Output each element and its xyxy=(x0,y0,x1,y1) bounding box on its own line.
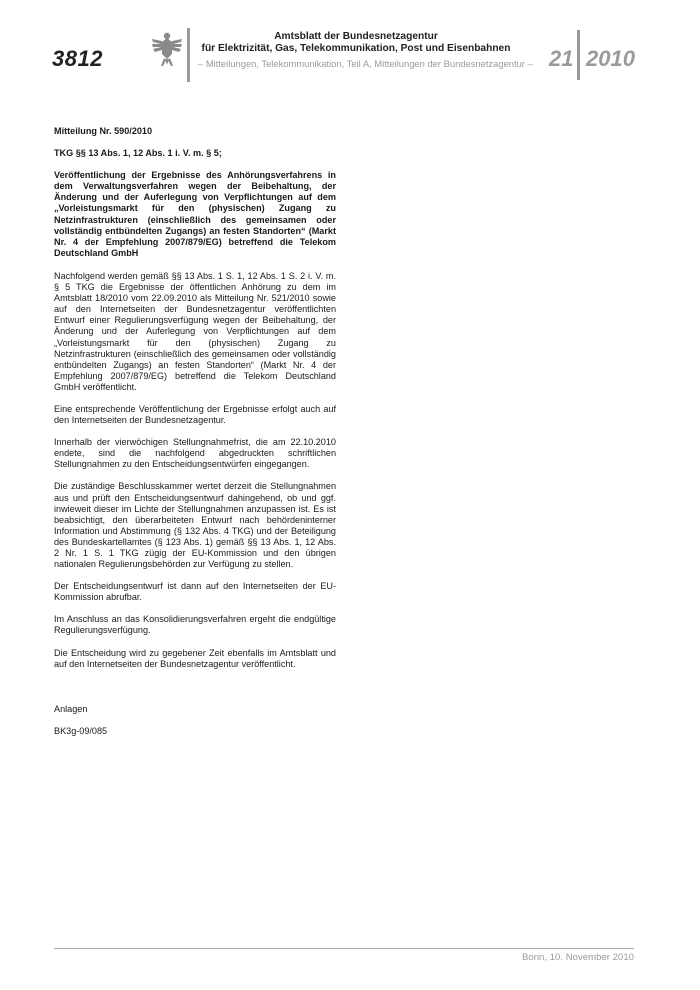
paragraph-1: Nachfolgend werden gemäß §§ 13 Abs. 1 S. 1, 12 Abs. 1 S. 2 i. V. m. § 5 TKG die Ergebnisse der öffentlichen Anhörung zu dem im Amtsblatt 18/2010 vom 22.09.2010 als Mitteilung Nr. 521/2010 sowie auf den Internetseiten der Bundesnetzagentur veröffentlichten Entwurf einer Regulierungsverfügung wegen der Beibehaltung, der Änderung und der Auferlegung von Verpflichtungen auf dem „Vorleistungsmarkt für den (physischen) Zugang zu Netzinfrastrukturen (einschließlich des gemeinsamen oder vollständig entbündelten Zugangs) an festen Standorten“ (Markt Nr. 4 der Empfehlung 2007/879/EG) betreffend die Telekom Deutschland GmbH veröffentlicht. xyxy=(54,270,336,392)
issue-divider xyxy=(577,30,580,80)
federal-eagle-icon xyxy=(150,30,184,68)
paragraph-2: Eine entsprechende Veröffentlichung der Ergebnisse erfolgt auch auf den Internetseiten der Bundesnetzagentur. xyxy=(54,403,336,426)
attachments-label: Anlagen xyxy=(54,703,88,714)
file-reference: BK3g-09/085 xyxy=(54,725,108,736)
legal-basis: TKG §§ 13 Abs. 1, 12 Abs. 1 i. V. m. § 5; xyxy=(54,148,222,159)
notice-body xyxy=(54,126,336,748)
footer-divider xyxy=(54,948,634,949)
paragraph-5: Der Entscheidungsentwurf ist dann auf den Internetseiten der EU-Kommission abrufbar. xyxy=(54,581,336,603)
page-number: 3812 xyxy=(52,46,103,71)
gazette-title-line2: für Elektrizität, Gas, Telekommunikation, Post und Eisenbahnen xyxy=(201,43,511,54)
notice-title: Veröffentlichung der Ergebnisse des Anhörungsverfahrens in dem Verwaltungsverfahren wegen der Beibehaltung, der Änderung und der Auferlegung von Verpflichtungen auf dem „Vorleistungsmarkt für den (physischen) Zugang zu Netzinfrastrukturen (einschließlich des gemeinsamen oder vollständig entbündelten Zugangs) an festen Standorten“ (Markt Nr. 4 der Empfehlung 2007/879/EG) betreffend die Telekom Deutschland GmbH xyxy=(54,170,336,258)
gazette-title xyxy=(200,31,512,55)
notice-number: Mitteilung Nr. 590/2010 xyxy=(54,126,153,136)
footer-place-date: Bonn, 10. November 2010 xyxy=(521,952,634,963)
issue-year: 2010 xyxy=(586,46,635,71)
issue-number: 21 xyxy=(549,46,574,71)
gazette-subtitle: – Mitteilungen, Telekommunikation, Teil A, Mitteilungen der Bundesnetzagentur – xyxy=(198,58,533,69)
paragraph-7: Die Entscheidung wird zu gegebener Zeit ebenfalls im Amtsblatt und auf den Internetseiten der Bundesnetzagentur veröffentlicht. xyxy=(54,647,336,669)
paragraph-4: Die zuständige Beschlusskammer wertet derzeit die Stellungnahmen aus und prüft den Entscheidungsentwurf dahingehend, ob und ggf. inwieweit dieser im Lichte der Stellungnahmen anzupassen ist. Es ist beabsichtigt, den überarbeiteten Entwurf nach behördeninterner Information und Abstimmung (§ 132 Abs. 4 TKG) und der Beteiligung des Bundeskartellamtes (§ 123 Abs. 1) gemäß §§ 13 Abs. 1, 12 Abs. 2 Nr. 1 S. 1 TKG zügig der EU-Kommission und den übrigen nationalen Regulierungsbehörden zur Verfügung zu stellen. xyxy=(54,481,336,570)
paragraph-3: Innerhalb der vierwöchigen Stellungnahmefrist, die am 22.10.2010 endete, sind die nachfolgend abgedruckten schriftlichen Stellungnahmen zu den Entscheidungsentwürfen eingegangen. xyxy=(54,437,336,470)
gazette-title-line1: Amtsblatt der Bundesnetzagentur xyxy=(274,31,438,42)
header-divider xyxy=(187,28,190,82)
paragraph-6: Im Anschluss an das Konsolidierungsverfahren ergeht die endgültige Regulierungsverfügung. xyxy=(54,614,336,636)
